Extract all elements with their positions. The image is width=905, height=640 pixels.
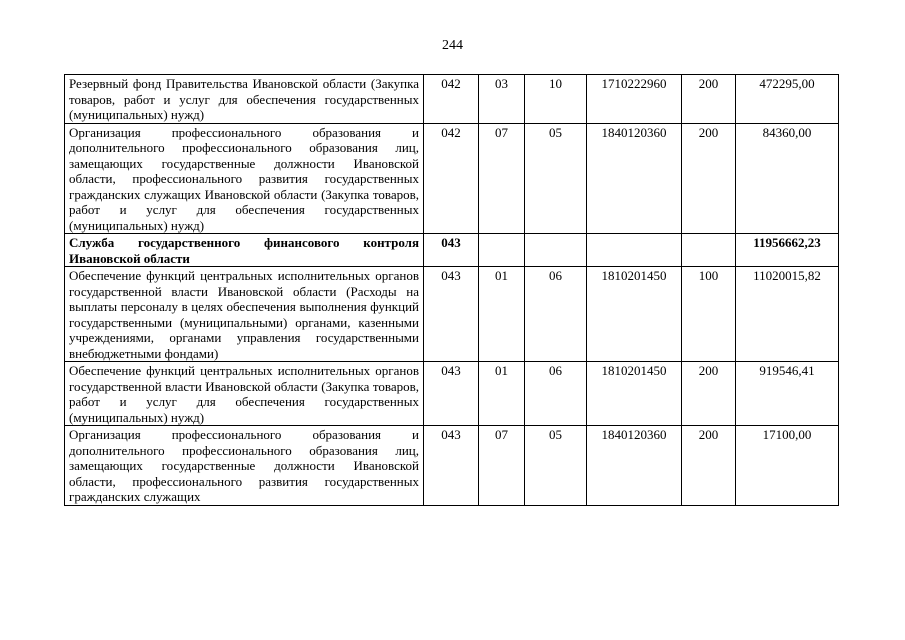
- section-code: 07: [479, 426, 525, 506]
- target-code: 1840120360: [587, 123, 682, 234]
- page-number: 244: [442, 38, 463, 53]
- expense-name: Организация профессионального образования и дополнительного профессионального образования лиц, замещающих государственные должности Ивановской области, профессионального развития государственных гражданских служащих Ивановской области (Закупка товаров, работ и услуг для обеспечения государственных (муниципальных) нужд): [65, 123, 424, 234]
- expense-type-code: 200: [682, 362, 736, 426]
- amount: 84360,00: [736, 123, 839, 234]
- subsection-code: 06: [525, 267, 587, 362]
- amount: 919546,41: [736, 362, 839, 426]
- subsection-code: 05: [525, 426, 587, 506]
- expense-type-code: 200: [682, 426, 736, 506]
- table-row: [65, 426, 839, 506]
- admin-code: 043: [424, 234, 479, 267]
- target-code: [587, 234, 682, 267]
- admin-code: 042: [424, 75, 479, 124]
- target-code: 1810201450: [587, 362, 682, 426]
- section-code: 03: [479, 75, 525, 124]
- budget-table: [64, 74, 839, 506]
- amount: 472295,00: [736, 75, 839, 124]
- expense-name: Резервный фонд Правительства Ивановской области (Закупка товаров, работ и услуг для обеспечения государственных (муниципальных) нужд): [65, 75, 424, 124]
- amount: 11956662,23: [736, 234, 839, 267]
- expense-name: Организация профессионального образования и дополнительного профессионального образования лиц, замещающих государственные должности Ивановской области, профессионального развития государственных гражданских служащих: [65, 426, 424, 506]
- admin-code: 043: [424, 267, 479, 362]
- subsection-code: 05: [525, 123, 587, 234]
- subsection-code: 06: [525, 362, 587, 426]
- table-row: [65, 75, 839, 124]
- table-row: [65, 123, 839, 234]
- amount: 11020015,82: [736, 267, 839, 362]
- subsection-code: 10: [525, 75, 587, 124]
- admin-code: 043: [424, 362, 479, 426]
- expense-type-code: [682, 234, 736, 267]
- expense-type-code: 200: [682, 75, 736, 124]
- section-code: 01: [479, 267, 525, 362]
- expense-type-code: 100: [682, 267, 736, 362]
- section-code: 07: [479, 123, 525, 234]
- target-code: 1710222960: [587, 75, 682, 124]
- section-code: [479, 234, 525, 267]
- table-row-total: [65, 234, 839, 267]
- target-code: 1840120360: [587, 426, 682, 506]
- target-code: 1810201450: [587, 267, 682, 362]
- admin-code: 042: [424, 123, 479, 234]
- table-row: [65, 362, 839, 426]
- table-row: [65, 267, 839, 362]
- subsection-code: [525, 234, 587, 267]
- budget-table-body: [65, 75, 839, 506]
- expense-name: Служба государственного финансового контроля Ивановской области: [65, 234, 424, 267]
- section-code: 01: [479, 362, 525, 426]
- expense-type-code: 200: [682, 123, 736, 234]
- expense-name: Обеспечение функций центральных исполнительных органов государственной власти Ивановской области (Расходы на выплаты персоналу в целях обеспечения выполнения функций государственными (муниципальными) органами, казенными учреждениями, органами управления государственными внебюджетными фондами): [65, 267, 424, 362]
- expense-name: Обеспечение функций центральных исполнительных органов государственной власти Ивановской области (Закупка товаров, работ и услуг для обеспечения государственных (муниципальных) нужд): [65, 362, 424, 426]
- amount: 17100,00: [736, 426, 839, 506]
- admin-code: 043: [424, 426, 479, 506]
